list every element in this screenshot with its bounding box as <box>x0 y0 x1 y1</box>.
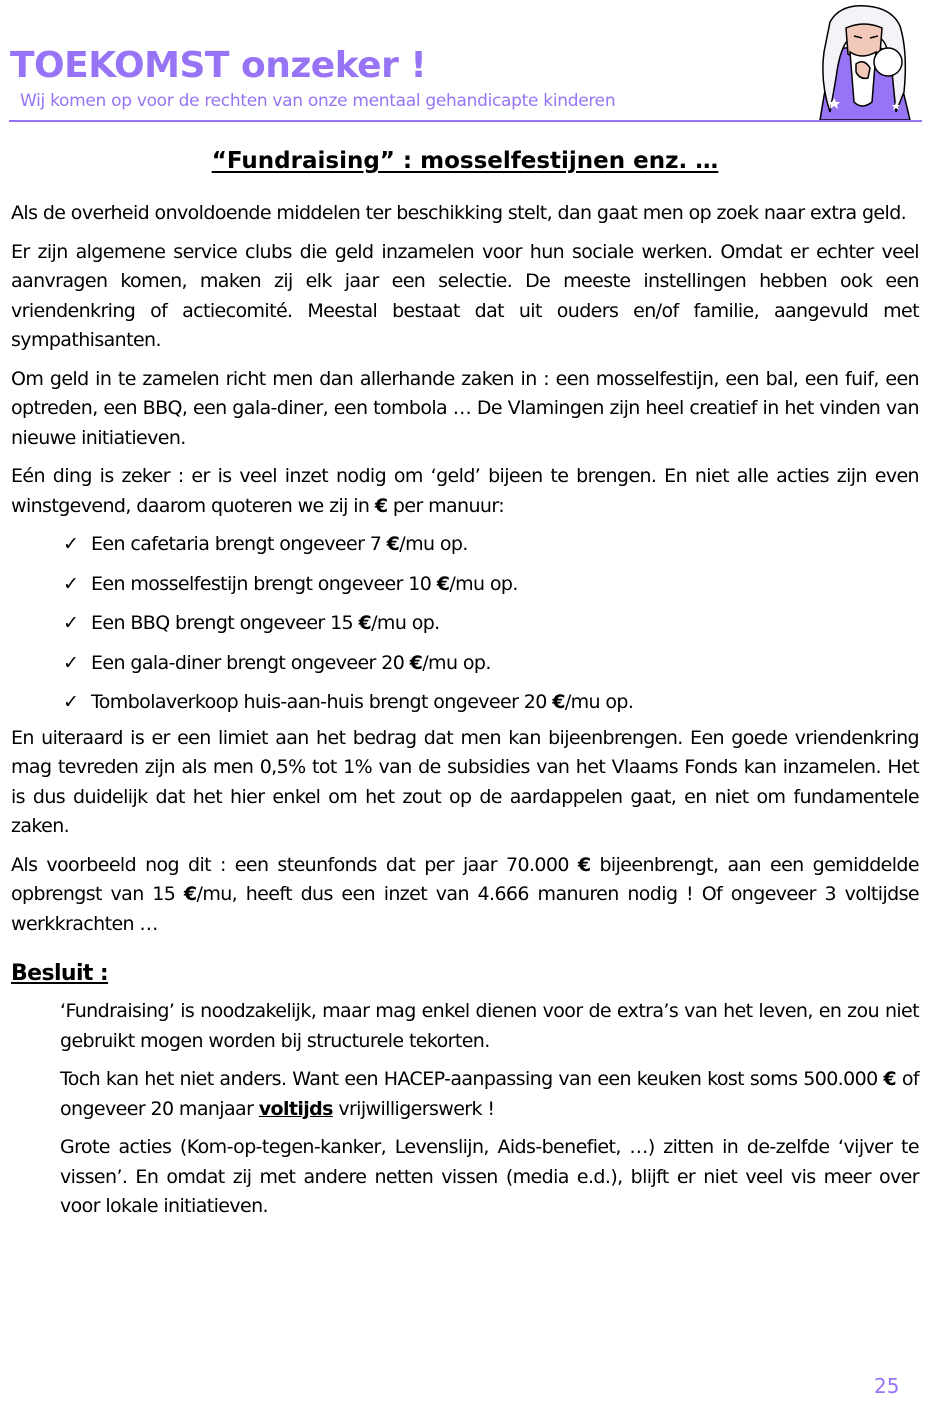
checkmark-icon: ✓ <box>63 691 79 713</box>
conclusion-title: Besluit : <box>11 961 109 986</box>
checkmark-icon: ✓ <box>63 533 79 555</box>
paragraph-service-clubs: Er zijn algemene service clubs die geld inzamelen voor hun sociale werken. Omdat er echter veel aanvragen komen, maken zij elk jaar een selectie. De meeste instellingen hebben ook een vriendenkring of actiecomité. Meestal bestaat dat uit ouders en/of familie, aangevuld met sympathisanten. <box>11 240 919 351</box>
brand-title: TOEKOMST onzeker ! <box>10 45 427 86</box>
paragraph-limit: En uiteraard is er een limiet aan het bedrag dat men kan bijeenbrengen. Een goede vriendenkring mag tevreden zijn als men 0,5% tot 1% van de subsidies van het Vlaams Fonds kan inzamelen. Het is dus duidelijk dat het hier enkel om het zout op de aardappelen gaat, en niet om fundamentele zaken. <box>11 726 919 837</box>
checkmark-icon: ✓ <box>63 612 79 634</box>
article-body <box>11 199 919 1231</box>
conclusion-body <box>11 997 919 1222</box>
paragraph-effort: Eén ding is zeker : er is veel inzet nodig om ‘geld’ bijeen te brengen. En niet alle acties zijn even winstgevend, daarom quoteren we zij in € per manuur: <box>11 465 919 517</box>
list-item: ✓ Een gala-diner brengt ongeveer 20 €/mu op. <box>63 649 919 679</box>
earnings-checklist <box>11 530 919 718</box>
wizard-illustration-icon <box>800 2 924 120</box>
checkmark-icon: ✓ <box>63 651 79 674</box>
emphasis-voltijds: voltijds <box>258 1097 333 1120</box>
page-number: 25 <box>874 1374 900 1398</box>
page-header <box>0 0 930 124</box>
list-item: ✓ Een BBQ brengt ongeveer 15 €/mu op. <box>63 609 919 639</box>
paragraph-intro: Als de overheid onvoldoende middelen ter beschikking stelt, dan gaat men op zoek naar extra geld. <box>11 202 907 224</box>
list-item: ✓ Een mosselfestijn brengt ongeveer 10 €/mu op. <box>63 570 919 600</box>
article-heading-text: “Fundraising” : mosselfestijnen enz. … <box>211 148 719 174</box>
list-item: ✓ Een cafetaria brengt ongeveer 7 €/mu op. <box>63 530 919 560</box>
paragraph-initiatives: Om geld in te zamelen richt men dan allerhande zaken in : een mosselfestijn, een bal, een fuif, een optreden, een BBQ, een gala-diner, een tombola … De Vlamingen zijn heel creatief in het vinden van nieuwe initiatieven. <box>11 367 919 449</box>
euro-symbol: € <box>374 494 388 517</box>
article-heading <box>0 146 930 176</box>
conclusion-paragraph-2: Toch kan het niet anders. Want een HACEP-aanpassing van een keuken kost soms 500.000 € of ongeveer 20 manjaar voltijds vrijwilligerswerk ! <box>60 1068 919 1120</box>
paragraph-example: Als voorbeeld nog dit : een steunfonds dat per jaar 70.000 € bijeenbrengt, aan een gemiddelde opbrengst van 15 €/mu, heeft dus een inzet van 4.666 manuren nodig ! Of ongeveer 3 voltijdse werkkrachten … <box>11 853 919 935</box>
list-item: ✓ Tombolaverkoop huis-aan-huis brengt ongeveer 20 €/mu op. <box>63 688 919 718</box>
brand-subtitle: Wij komen op voor de rechten van onze mentaal gehandicapte kinderen <box>20 91 616 111</box>
conclusion-paragraph-1: ‘Fundraising’ is noodzakelijk, maar mag enkel dienen voor de extra’s van het leven, en zou niet gebruikt mogen worden bij structurele tekorten. <box>60 1000 919 1052</box>
conclusion-paragraph-3: Grote acties (Kom-op-tegen-kanker, Levenslijn, Aids-benefiet, …) zitten in de-zelfde ‘vijver te vissen’. En omdat zij met andere netten vissen (media e.d.), blijft er niet veel vis meer over voor lokale initiatieven. <box>60 1136 919 1217</box>
header-divider <box>9 120 922 122</box>
checkmark-icon: ✓ <box>63 572 79 595</box>
